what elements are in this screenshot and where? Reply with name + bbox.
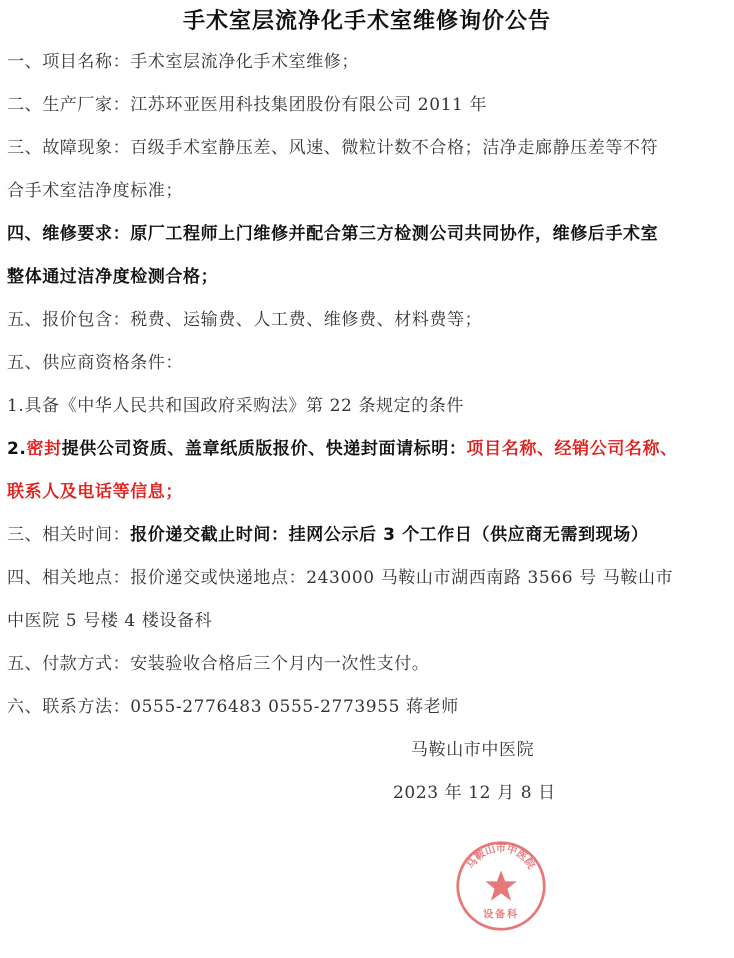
item-manufacturer: 二、生产厂家：江苏环亚医用科技集团股份有限公司 2011 年: [7, 95, 488, 115]
svg-text:马鞍山市中医院: 马鞍山市中医院: [464, 842, 538, 872]
sealed-label: 密封: [26, 439, 62, 459]
signature-org: 马鞍山市中医院: [411, 740, 535, 760]
svg-text:设备科: 设备科: [483, 908, 519, 921]
item-qual-1: 1.具备《中华人民共和国政府采购法》第 22 条规定的条件: [7, 396, 465, 416]
item-fault-line1: 三、故障现象：百级手术室静压差、风速、微粒计数不合格；洁净走廊静压差等不符: [7, 138, 659, 158]
item-location-line2: 中医院 5 号楼 4 楼设备科: [7, 611, 213, 631]
page-title: 手术室层流净化手术室维修询价公告: [182, 9, 551, 34]
item-supplier-qual: 五、供应商资格条件：: [7, 353, 183, 373]
item-project-name: 一、项目名称：手术室层流净化手术室维修；: [7, 52, 359, 72]
item-deadline: [7, 524, 728, 546]
qual-2-text: 提供公司资质、盖章纸质版报价、快递封面请标明：: [61, 439, 467, 459]
deadline-label: 三、相关时间：: [7, 525, 131, 545]
deadline-value: 报价递交截止时间：挂网公示后 3 个工作日（供应商无需到现场）: [130, 525, 649, 545]
qual-2-required-info: 项目名称、经销公司名称、: [466, 439, 678, 459]
item-location-line1: 四、相关地点：报价递交或快递地点：243000 马鞍山市湖西南路 3566 号 马鞍山市: [7, 568, 674, 588]
item-payment: 五、付款方式：安装验收合格后三个月内一次性支付。: [7, 654, 430, 674]
item-qual-2-line1: [7, 438, 728, 460]
item-repair-req-line2: 整体通过洁净度检测合格；: [7, 267, 219, 287]
item-quote-includes: 五、报价包含：税费、运输费、人工费、维修费、材料费等；: [7, 310, 483, 330]
signature-date: 2023 年 12 月 8 日: [393, 783, 556, 803]
item-repair-req-line1: 四、维修要求：原厂工程师上门维修并配合第三方检测公司共同协作，维修后手术室: [7, 224, 659, 244]
qual-2-number: 2.: [7, 439, 27, 459]
item-contact: 六、联系方法：0555-2776483 0555-2773955 蒋老师: [7, 697, 459, 717]
official-seal-icon: [455, 840, 547, 932]
item-qual-2-line2: 联系人及电话等信息；: [7, 482, 183, 502]
item-fault-line2: 合手术室洁净度标准；: [7, 181, 183, 201]
